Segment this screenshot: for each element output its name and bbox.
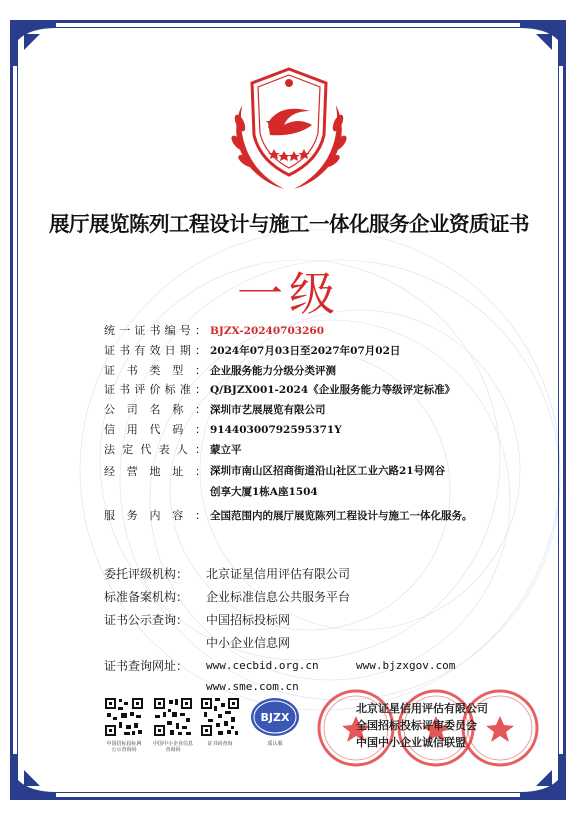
- field-row-validity: [104, 342, 544, 362]
- issuer-1: 北京证星信用评估有限公司: [356, 702, 488, 715]
- field-row-legal-rep: [104, 441, 544, 461]
- field-row-standard: [104, 381, 544, 401]
- filing-org-value: 企业标准信息公共服务平台: [206, 590, 351, 604]
- corner-ornament-bottom-left: [10, 754, 56, 800]
- filing-org-label: 标准备案机构：: [104, 590, 189, 604]
- badge-text: BJZX: [260, 711, 290, 724]
- publicity-row-2: [104, 631, 544, 654]
- field-value: 91440300792595371Y: [210, 423, 342, 436]
- field-label: 法定代表人：: [104, 442, 206, 456]
- field-label: 证书有效日期：: [104, 343, 206, 357]
- qr-code-icon: [104, 697, 144, 737]
- query-url-1[interactable]: www.cecbid.org.cn: [206, 659, 319, 672]
- qr-caption-3: 证书码查询: [207, 741, 233, 747]
- field-value: 全国范围内的展厅展览陈列工程设计与施工一体化服务。: [210, 509, 473, 522]
- field-label: 信用代码：: [104, 422, 206, 436]
- badge-caption: 质认服: [267, 741, 283, 747]
- publicity-label: 证书公示查询：: [104, 613, 189, 627]
- qr-caption-2: 中国中小企业信息 查询码: [152, 741, 193, 753]
- query-row: [104, 654, 544, 677]
- field-label: 服务内容：: [104, 508, 206, 522]
- field-value: BJZX-20240703260: [210, 325, 325, 337]
- field-label: 统一证书编号：: [104, 324, 206, 337]
- field-row-credit-code: [104, 421, 544, 441]
- field-row-address: [104, 461, 544, 503]
- field-row-certificate-number: [104, 322, 544, 342]
- corner-ornament-top-right: [520, 20, 566, 66]
- rating-org-row: [104, 562, 544, 585]
- certificate-level: 一级: [237, 267, 341, 321]
- emblem-shield-icon: [218, 65, 360, 195]
- field-label: 经营地址：: [104, 464, 206, 478]
- issuer-info: [104, 562, 544, 695]
- publicity-value-1: 中国招标投标网: [206, 613, 291, 627]
- publicity-value-2: 中小企业信息网: [206, 636, 291, 650]
- certificate-title: 展厅展览陈列工程设计与施工一体化服务企业资质证书: [49, 212, 529, 236]
- rating-org-value: 北京证星信用评估有限公司: [206, 567, 351, 581]
- field-value: 2024年07月03日至2027年07月02日: [210, 344, 401, 357]
- corner-ornament-top-left: [10, 20, 56, 66]
- qr-code-icon: [153, 697, 193, 737]
- qr-code-icon: [200, 697, 240, 737]
- certificate-fields: [104, 322, 544, 526]
- query-url-2[interactable]: www.bjzxgov.com: [356, 659, 456, 672]
- field-value: [206, 461, 445, 503]
- field-label: 公司名称：: [104, 403, 206, 417]
- field-value: 蒙立平: [210, 443, 242, 456]
- query-url-3[interactable]: www.sme.com.cn: [206, 679, 299, 693]
- issuer-3: 中国中小企业诚信联盟: [356, 736, 466, 749]
- bjzx-badge-icon: [250, 697, 300, 737]
- field-label: 证书评价标准：: [104, 383, 206, 397]
- qr-caption-1: 中国招标投标网 公示查询码: [106, 741, 142, 753]
- field-row-type: [104, 362, 544, 382]
- field-label: 证书类型：: [104, 363, 206, 377]
- address-line-1: 深圳市南山区招商街道沿山社区工业六路21号网谷: [210, 464, 446, 477]
- field-value: 企业服务能力分级分类评测: [210, 364, 336, 377]
- field-row-service: [104, 507, 544, 527]
- query-label: 证书查询网址：: [104, 659, 189, 673]
- filing-org-row: [104, 585, 544, 608]
- field-value: 深圳市艺展展览有限公司: [210, 404, 326, 417]
- publicity-row: [104, 608, 544, 631]
- issuer-2: 全国招标投标评审委员会: [356, 719, 477, 732]
- field-value: Q/BJZX001-2024《企业服务能力等级评定标准》: [210, 384, 456, 397]
- field-row-company: [104, 401, 544, 421]
- address-line-2: 创享大厦1栋A座1504: [210, 485, 318, 498]
- rating-org-label: 委托评级机构：: [104, 567, 189, 581]
